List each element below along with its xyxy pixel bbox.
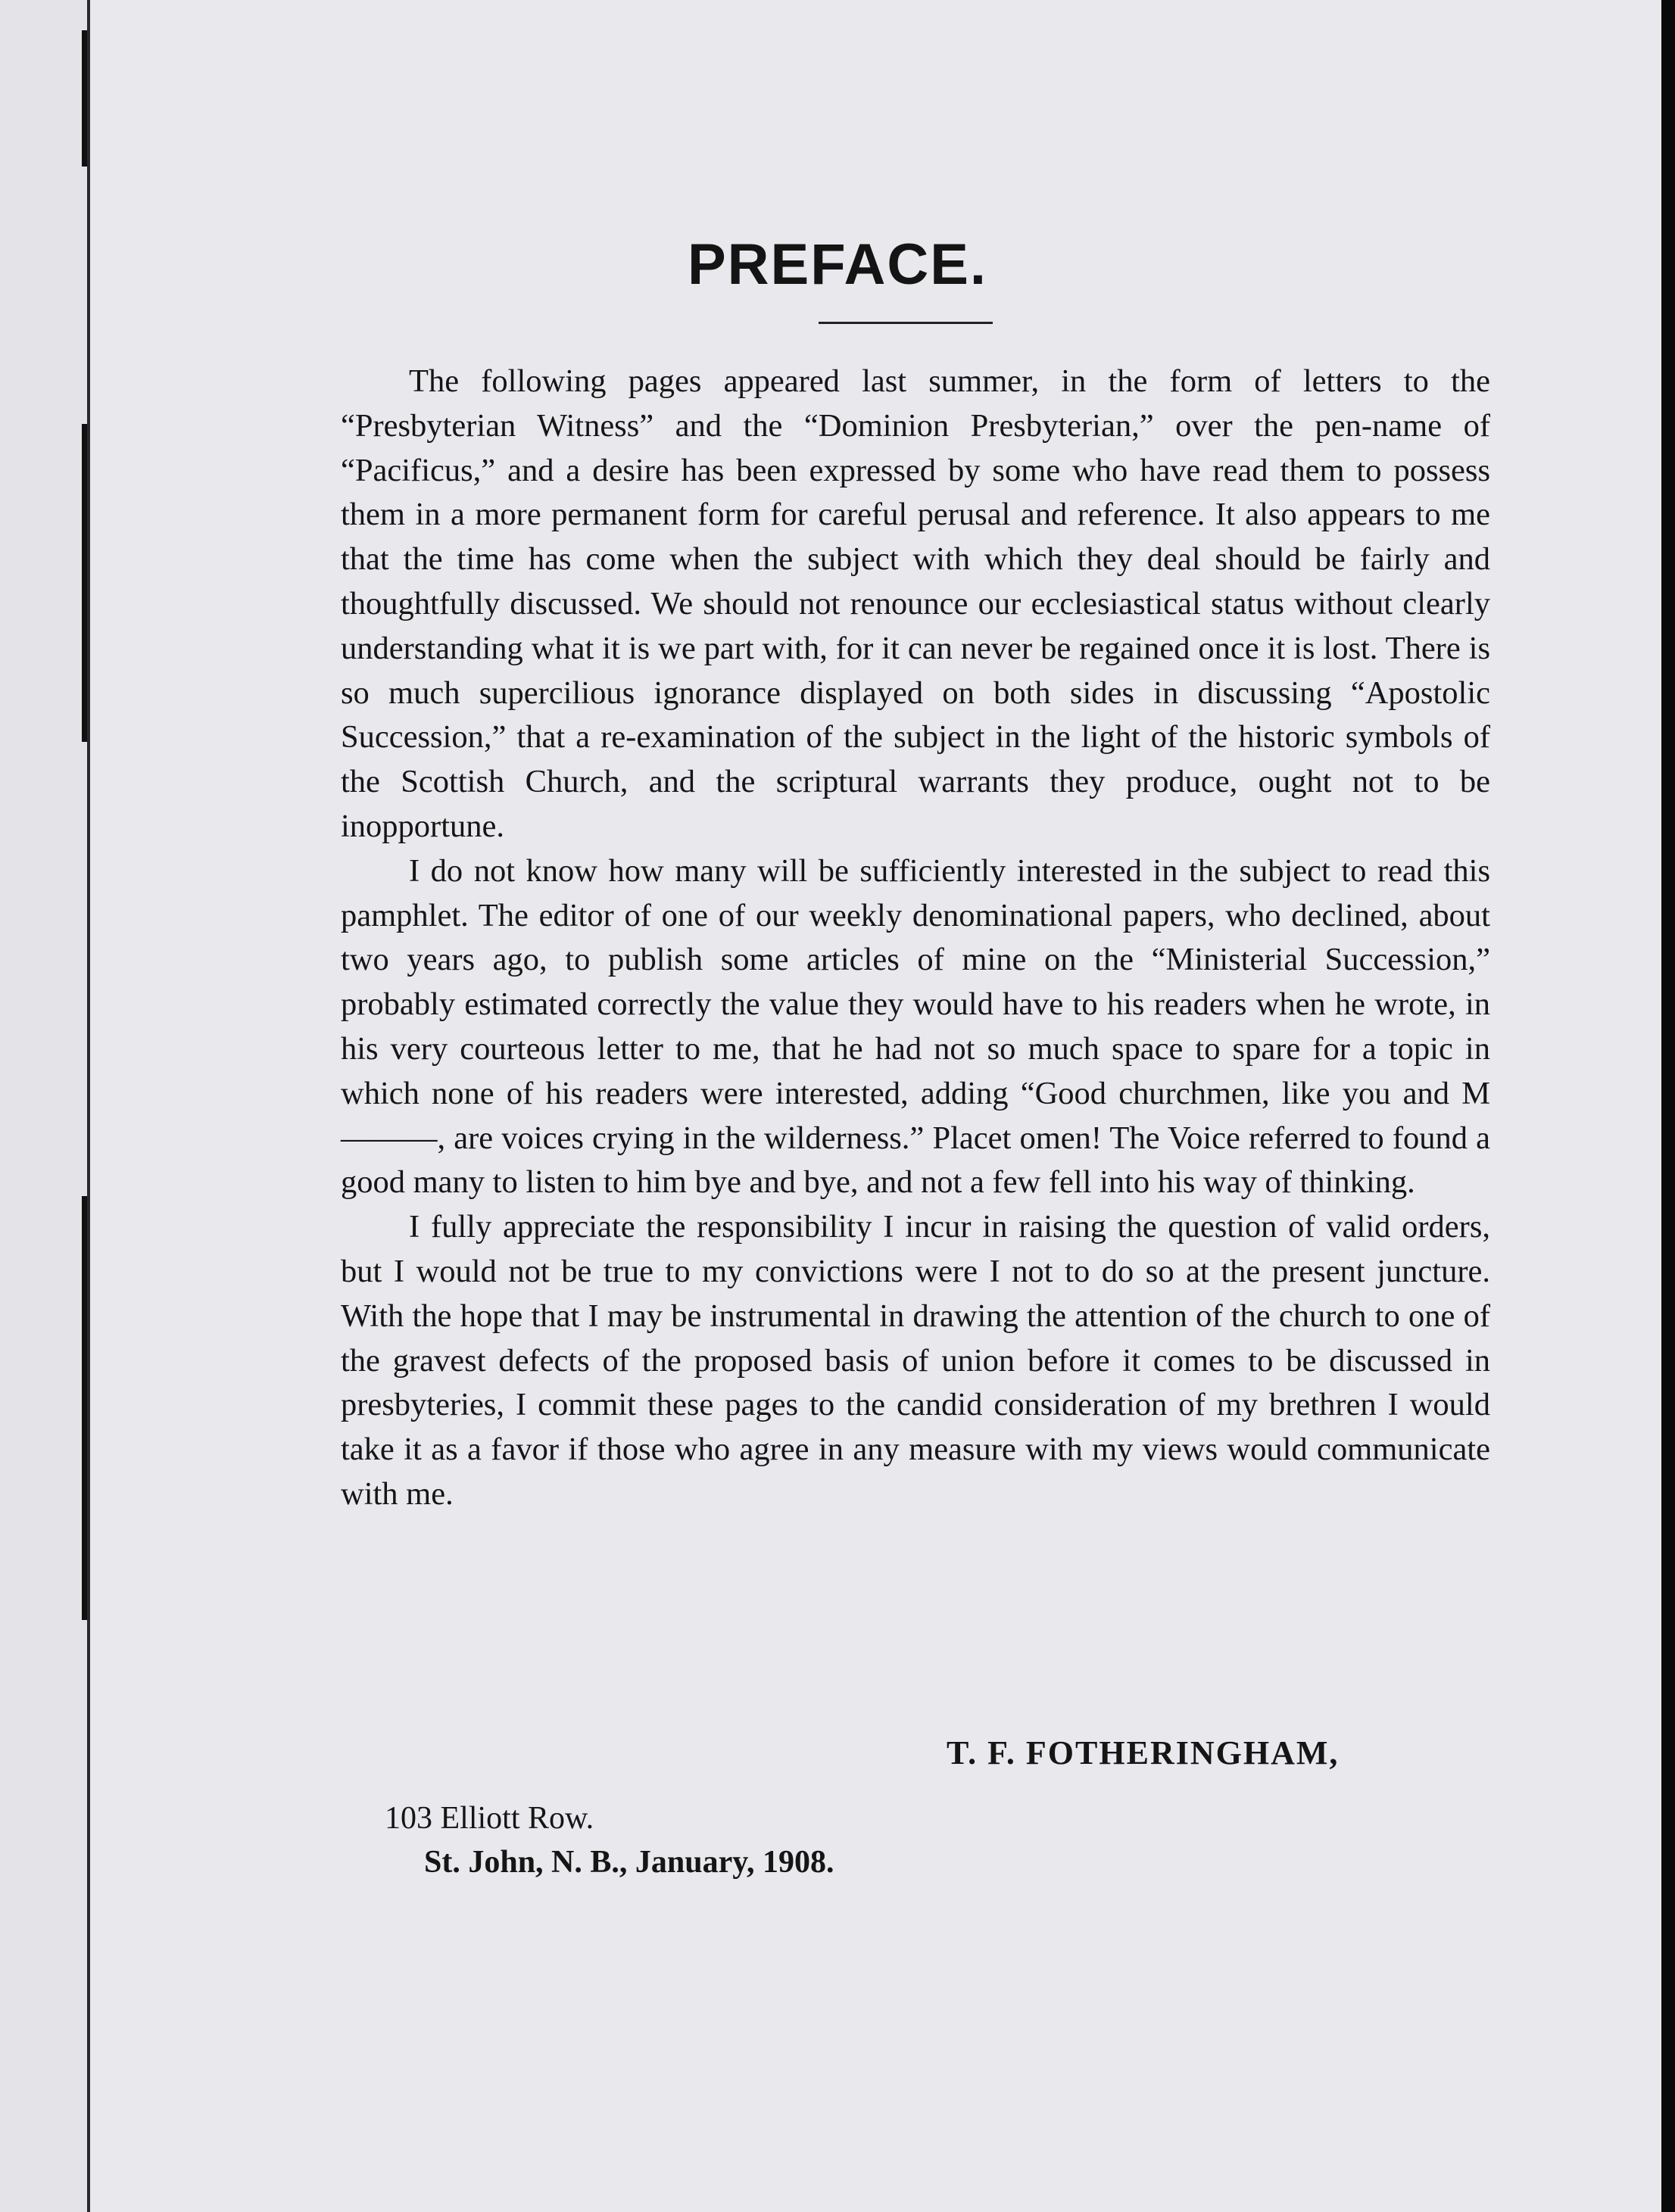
paragraph-2: I do not know how many will be sufficiently interested in the subject to read this pamphlet. The editor of one of our weekly denominational papers, who declined, about two years ago, to publish some articles of mine on the “Ministerial Succession,” probably estimated correctly the value they would have to his readers when he wrote, in his very courteous letter to me, that he had not so much space to spare for a topic in which none of his readers were interested, adding “Good churchmen, like you and M———, are voices crying in the wilderness.” Placet omen! The Voice referred to found a good many to listen to him bye and bye, and not a few fell into his way of thinking.	[341, 852, 1490, 1201]
paragraph-1: The following pages appeared last summer, in the form of letters to the “Presbyterian Witness” and the “Dominion Presbyterian,” over the pen-name of “Pacificus,” and a desire has been expressed by some who have read them to possess them in a more permanent form for careful perusal and reference. It also appears to me that the time has come when the subject with which they deal should be fairly and thoughtfully discussed. We should not renounce our ecclesiastical status without clearly understanding what it is we part with, for it can never be regained once it is lost. There is so much supercilious ignorance displayed on both sides in discussing “Apostolic Succession,” that a re-examination of the subject in the light of the historic symbols of the Scottish Church, and the scriptural warrants they produce, ought not to be inopportune.	[341, 363, 1490, 844]
address-street: 103 Elliott Row.	[385, 1801, 594, 1836]
author-signature: T. F. FOTHERINGHAM,	[947, 1734, 1340, 1771]
adjacent-page-edge	[0, 0, 89, 2212]
paragraph-3: I fully appreciate the responsibility I incur in raising the question of valid orders, but I would not be true to my convictions were I not to do so at the present juncture. With the hope that I may be instrumental in drawing the attention of the church to one of the gravest defects of the proposed basis of union before it comes to be discussed in presbyteries, I commit these pages to the candid consideration of my brethren I would take it as a favor if those who agree in any measure with my views would communicate with me.	[341, 1209, 1490, 1512]
preface-body	[341, 360, 1490, 1517]
page-title: PREFACE.	[687, 232, 988, 297]
address-place-date: St. John, N. B., January, 1908.	[424, 1845, 834, 1880]
title-divider	[819, 322, 993, 324]
